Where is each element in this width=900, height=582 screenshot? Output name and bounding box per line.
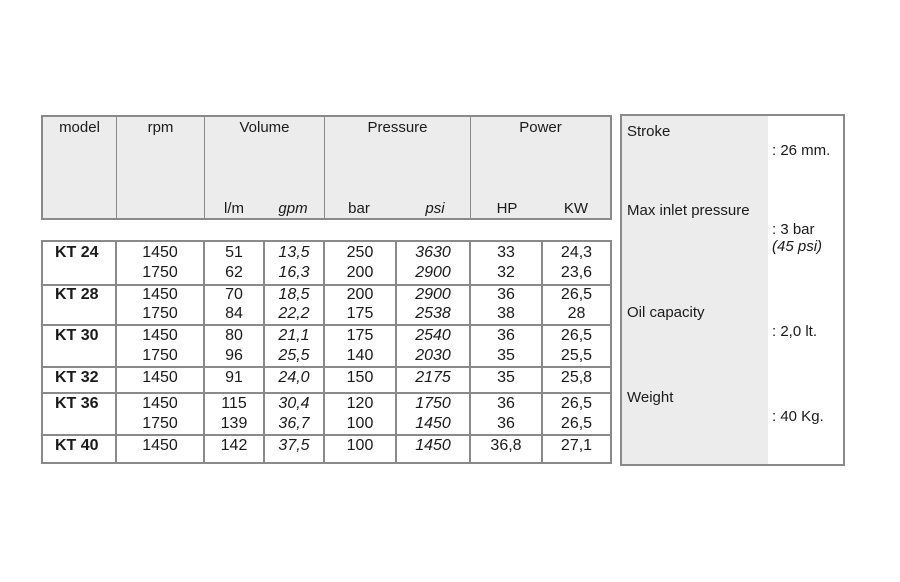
table-row (43, 243, 610, 263)
kw-cell: 24,3 (560, 244, 593, 261)
weight-label: Weight (627, 389, 674, 406)
rpm-cell: 1750 (142, 305, 178, 322)
header-table (41, 115, 612, 220)
bar-cell: 100 (346, 437, 374, 454)
psi-cell: 2030 (415, 347, 451, 364)
kw-cell: 27,1 (560, 437, 593, 454)
bar-cell: 140 (346, 347, 374, 364)
psi-cell: 1450 (415, 415, 451, 432)
psi-cell: 2175 (415, 369, 451, 386)
model-cell: KT 32 (55, 369, 99, 386)
kw-cell: 23,6 (560, 264, 593, 281)
table-row (43, 394, 610, 414)
table-row (43, 263, 610, 283)
model-cell: KT 30 (55, 327, 99, 344)
psi-cell: 1750 (415, 395, 451, 412)
oil-capacity-value: : 2,0 lt. (772, 323, 818, 340)
header-model: model (59, 119, 100, 136)
kw-cell: 28 (567, 305, 586, 322)
header-model-cell (43, 117, 117, 218)
table-row (43, 346, 610, 366)
header-pressure-psi: psi (425, 200, 445, 217)
model-cell (55, 346, 113, 366)
data-table (41, 240, 612, 464)
lm-cell: 70 (225, 286, 243, 303)
lm-cell: 96 (225, 347, 243, 364)
model-cell: KT 24 (55, 244, 99, 261)
max-inlet-pressure-psi: (45 psi) (772, 238, 823, 255)
psi-cell: 2900 (415, 264, 451, 281)
rpm-cell: 1450 (142, 327, 178, 344)
rpm-cell: 1450 (142, 437, 178, 454)
hp-cell: 38 (497, 305, 515, 322)
hp-cell: 36 (497, 286, 515, 303)
header-volume-cell (205, 117, 325, 218)
max-inlet-pressure-label: Max inlet pressure (627, 202, 750, 219)
hp-cell: 36 (497, 327, 515, 344)
hp-cell: 32 (497, 264, 515, 281)
lm-cell: 91 (225, 369, 243, 386)
model-cell (55, 263, 113, 283)
hp-cell: 35 (497, 369, 515, 386)
rpm-cell: 1450 (142, 369, 178, 386)
kw-cell: 26,5 (560, 415, 593, 432)
psi-cell: 1450 (415, 437, 451, 454)
header-power-hp: HP (496, 200, 518, 217)
gpm-cell: 24,0 (278, 369, 310, 386)
header-rpm: rpm (147, 119, 174, 136)
kw-cell: 25,5 (560, 347, 593, 364)
hp-cell: 35 (497, 347, 515, 364)
table-row (43, 285, 610, 305)
oil-capacity-label: Oil capacity (627, 304, 705, 321)
bar-cell: 200 (346, 286, 374, 303)
header-volume-lm: l/m (224, 200, 244, 217)
kw-cell: 26,5 (560, 327, 593, 344)
model-cell: KT 28 (55, 286, 99, 303)
hp-cell: 36 (497, 395, 515, 412)
kw-cell: 26,5 (560, 395, 593, 412)
rpm-cell: 1450 (142, 395, 178, 412)
model-cell (55, 414, 113, 434)
table-row (43, 326, 610, 346)
gpm-cell: 18,5 (278, 286, 310, 303)
max-inlet-pressure-value: : 3 bar (772, 221, 815, 238)
psi-cell: 2540 (415, 327, 451, 344)
bar-cell: 120 (346, 395, 374, 412)
table-row (43, 368, 610, 388)
bar-cell: 150 (346, 369, 374, 386)
gpm-cell: 13,5 (278, 244, 310, 261)
header-power-cell (471, 117, 610, 218)
bar-cell: 175 (346, 305, 374, 322)
model-cell: KT 36 (55, 395, 99, 412)
table-row (43, 304, 610, 324)
gpm-cell: 30,4 (278, 395, 310, 412)
lm-cell: 84 (225, 305, 243, 322)
bar-cell: 175 (346, 327, 374, 344)
gpm-cell: 25,5 (278, 347, 310, 364)
lm-cell: 115 (221, 395, 247, 412)
rpm-cell: 1750 (142, 415, 178, 432)
gpm-cell: 16,3 (278, 264, 310, 281)
table-row (43, 436, 610, 456)
lm-cell: 51 (225, 244, 243, 261)
header-power: Power (519, 119, 562, 136)
specs-panel (620, 114, 845, 466)
header-rpm-cell (117, 117, 205, 218)
hp-cell: 36,8 (490, 437, 522, 454)
bar-cell: 100 (346, 415, 374, 432)
rpm-cell: 1450 (142, 244, 178, 261)
bar-cell: 250 (346, 244, 374, 261)
hp-cell: 33 (497, 244, 515, 261)
header-volume: Volume (239, 119, 290, 136)
header-pressure-bar: bar (348, 200, 370, 217)
rpm-cell: 1450 (142, 286, 178, 303)
lm-cell: 62 (225, 264, 243, 281)
gpm-cell: 36,7 (278, 415, 310, 432)
header-pressure-cell (325, 117, 471, 218)
lm-cell: 80 (225, 327, 243, 344)
gpm-cell: 22,2 (278, 305, 310, 322)
lm-cell: 139 (220, 415, 248, 432)
psi-cell: 2538 (415, 305, 451, 322)
rpm-cell: 1750 (142, 347, 178, 364)
rpm-cell: 1750 (142, 264, 178, 281)
header-pressure: Pressure (367, 119, 428, 136)
psi-cell: 2900 (415, 286, 451, 303)
model-cell (55, 304, 113, 324)
table-row (43, 414, 610, 434)
bar-cell: 200 (346, 264, 374, 281)
kw-cell: 25,8 (560, 369, 593, 386)
weight-value: : 40 Kg. (772, 408, 824, 425)
header-power-kw: KW (563, 200, 589, 217)
psi-cell: 3630 (415, 244, 451, 261)
gpm-cell: 37,5 (278, 437, 310, 454)
hp-cell: 36 (497, 415, 515, 432)
stroke-value: : 26 mm. (772, 142, 831, 159)
gpm-cell: 21,1 (278, 327, 310, 344)
header-volume-gpm: gpm (278, 200, 308, 217)
lm-cell: 142 (220, 437, 248, 454)
kw-cell: 26,5 (560, 286, 593, 303)
stroke-label: Stroke (627, 123, 671, 140)
model-cell: KT 40 (55, 437, 99, 454)
